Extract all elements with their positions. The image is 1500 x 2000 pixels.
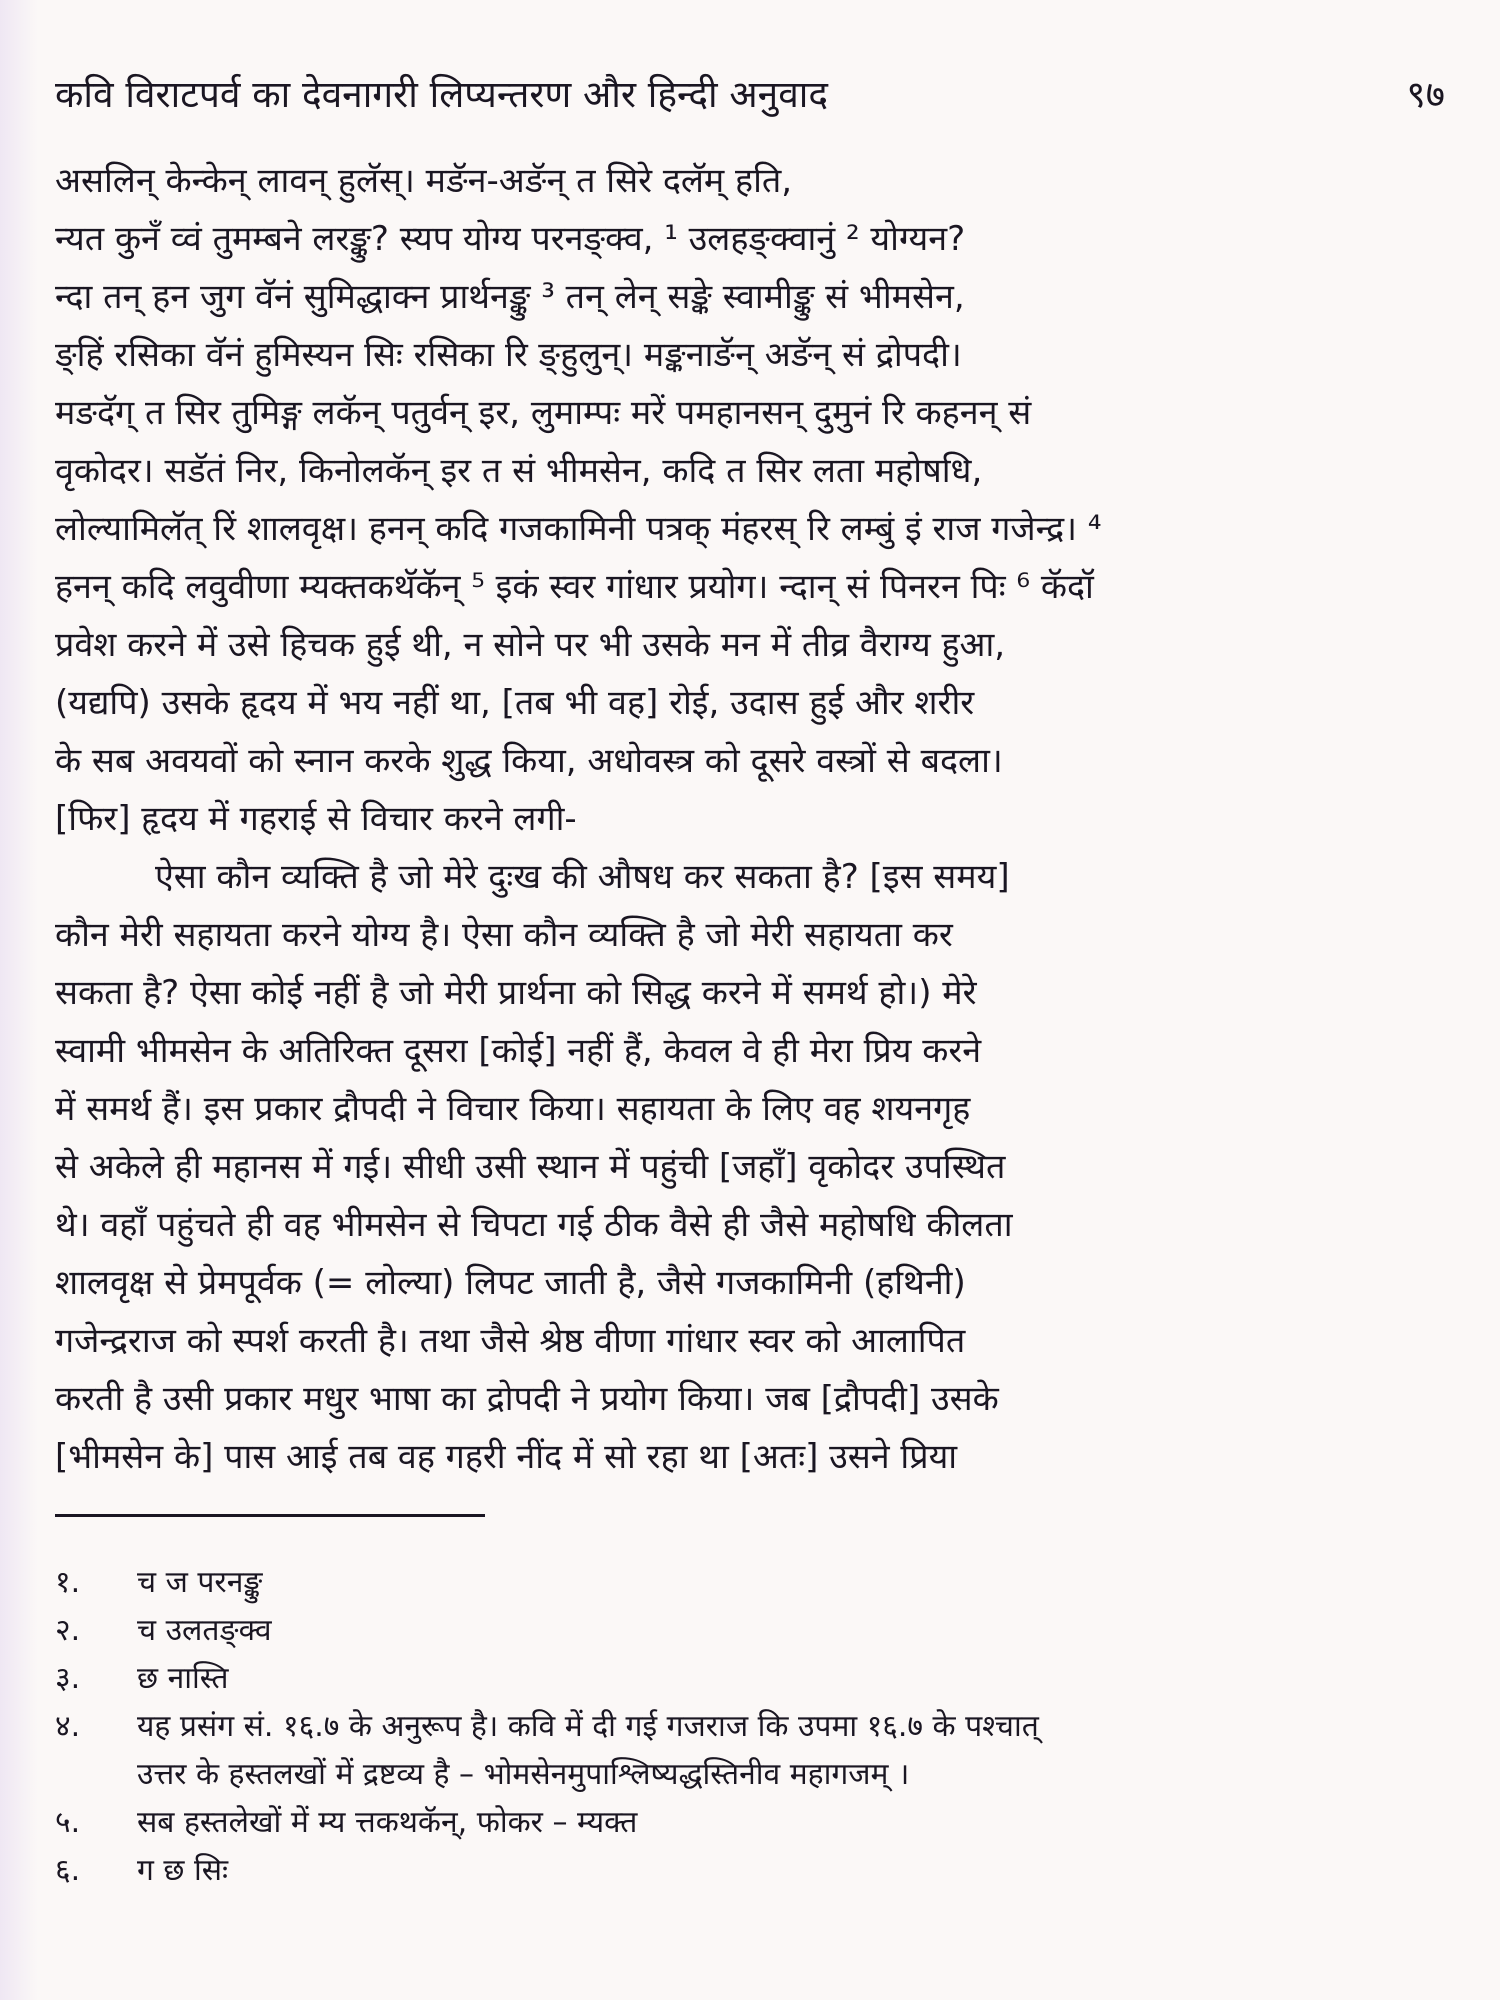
footnotes [55, 1559, 1445, 1895]
footnote [55, 1703, 1445, 1799]
text-line: शालवृक्ष से प्रेमपूर्वक (= लोल्या) लिपट जाती है, जैसे गजकामिनी (हथिनी) [55, 1263, 966, 1303]
text-line: करती है उसी प्रकार मधुर भाषा का द्रोपदी ने प्रयोग किया। जब [द्रौपदी] उसके [55, 1379, 999, 1419]
text-line: गजेन्द्रराज को स्पर्श करती है। तथा जैसे श्रेष्ठ वीणा गांधार स्वर को आलापित [55, 1321, 966, 1361]
footnote-text: च ज परनङ्कु [137, 1565, 263, 1600]
footnote [55, 1799, 1445, 1847]
footnote-text: छ नास्ति [137, 1661, 229, 1696]
book-page [55, 60, 1445, 1895]
footnote-text: उत्तर के हस्तलखों में द्रष्टव्य है – भोमसेनमुपाश्लिष्यद्धस्तिनीव महागजम् । [137, 1757, 910, 1792]
text-line: सकता है? ऐसा कोई नहीं है जो मेरी प्रार्थना को सिद्ध करने में समर्थ हो।) मेरे [55, 973, 977, 1013]
text-line: से अकेले ही महानस में गई। सीधी उसी स्थान में पहुंची [जहाँ] वृकोदर उपस्थित [55, 1147, 1006, 1187]
text-line: [भीमसेन के] पास आई तब वह गहरी नींद में सो रहा था [अतः] उसने प्रिया [55, 1437, 958, 1477]
footnote-number: २. [55, 1613, 81, 1648]
footnote-number: ५. [55, 1805, 81, 1840]
text-line: वृकोदर। सडॅतं निर, किनोलकॅन् इर त सं भीमसेन, कदि त सिर लता महोषधि, [55, 451, 983, 491]
text-line: न्यत कुनँ व्वं तुमम्बने लरङ्कु? स्यप योग्य परनङ्क्व, ¹ उलहङ्क्वानुं ² योग्यन? [55, 219, 966, 259]
page-edge-shadow [0, 0, 38, 2000]
text-line: लोल्यामिलॅत् रिं शालवृक्ष। हनन् कदि गजकामिनी पत्रक् मंहरस् रि लम्बुं इं राज गजेन्द्र। ⁴ [55, 509, 1102, 549]
footnote-number: ६. [55, 1853, 81, 1888]
footnote-text: ग छ सिः [137, 1853, 229, 1888]
text-line: मङदॅग् त सिर तुमिङ्ग लकॅन् पतुर्वन् इर, लुमाम्पः मरें पमहानसन् दुमुनं रि कहनन् सं [55, 393, 1032, 433]
page-number: ९७ [1406, 73, 1445, 116]
text-line: थे। वहाँ पहुंचते ही वह भीमसेन से चिपटा गई ठीक वैसे ही जैसे महोषधि कीलता [55, 1205, 1013, 1245]
text-line: हनन् कदि लवुवीणा म्यक्तकथॅकॅन् ⁵ इकं स्वर गांधार प्रयोग। न्दान् सं पिनरन पिः ⁶ कॅदॉ [55, 567, 1094, 607]
text-line: स्वामी भीमसेन के अतिरिक्त दूसरा [कोई] नहीं हैं, केवल वे ही मेरा प्रिय करने [55, 1031, 982, 1071]
footnote-text: यह प्रसंग सं. १६.७ के अनुरूप है। कवि में दी गई गजराज कि उपमा १६.७ के पश्चात् [137, 1709, 1039, 1744]
footnote-number: ४. [55, 1709, 81, 1744]
text-line: कौन मेरी सहायता करने योग्य है। ऐसा कौन व्यक्ति है जो मेरी सहायता कर [55, 915, 953, 955]
footnote-rule [55, 1514, 485, 1517]
footnote-number: १. [55, 1565, 81, 1600]
footnote [55, 1655, 1445, 1703]
text-line: में समर्थ हैं। इस प्रकार द्रौपदी ने विचार किया। सहायता के लिए वह शयनगृह [55, 1089, 971, 1129]
footnote-number: ३. [55, 1661, 81, 1696]
running-header [55, 60, 1445, 130]
text-line: असलिन् केन्केन् लावन् हुलॅस्। मङॅन-अङॅन् त सिरे दलॅम् हति, [55, 161, 793, 201]
text-line: ऐसा कौन व्यक्ति है जो मेरे दुःख की औषध कर सकता है? [इस समय] [155, 857, 1010, 897]
text-line: [फिर] हृदय में गहराई से विचार करने लगी- [55, 799, 577, 839]
body-text [55, 152, 1445, 1486]
text-line: न्दा तन् हन जुग वॅनं सुमिद्धाक्न प्रार्थनङ्कु ³ तन् लेन् सङ्के स्वामीङ्कु सं भीमसेन, [55, 277, 965, 317]
text-line: ङ्हिं रसिका वॅनं हुमिस्यन सिः रसिका रि ङ्हुलुन्। मङ्कनाङॅन् अङॅन् सं द्रोपदी। [55, 335, 962, 375]
text-line: प्रवेश करने में उसे हिचक हुई थी, न सोने पर भी उसके मन में तीव्र वैराग्य हुआ, [55, 625, 1006, 665]
header-title: कवि विराटपर्व का देवनागरी लिप्यन्तरण और हिन्दी अनुवाद [55, 73, 829, 116]
footnote-text: च उलतङ्क्व [137, 1613, 272, 1648]
footnote [55, 1607, 1445, 1655]
footnote-text: सब हस्तलेखों में म्य त्तकथकॅन्, फोकर – म्यक्त [137, 1805, 638, 1840]
footnote [55, 1559, 1445, 1607]
text-line: के सब अवयवों को स्नान करके शुद्ध किया, अधोवस्त्र को दूसरे वस्त्रों से बदला। [55, 741, 1003, 781]
footnote [55, 1847, 1445, 1895]
text-line: (यद्यपि) उसके हृदय में भय नहीं था, [तब भी वह] रोई, उदास हुई और शरीर [55, 683, 975, 723]
